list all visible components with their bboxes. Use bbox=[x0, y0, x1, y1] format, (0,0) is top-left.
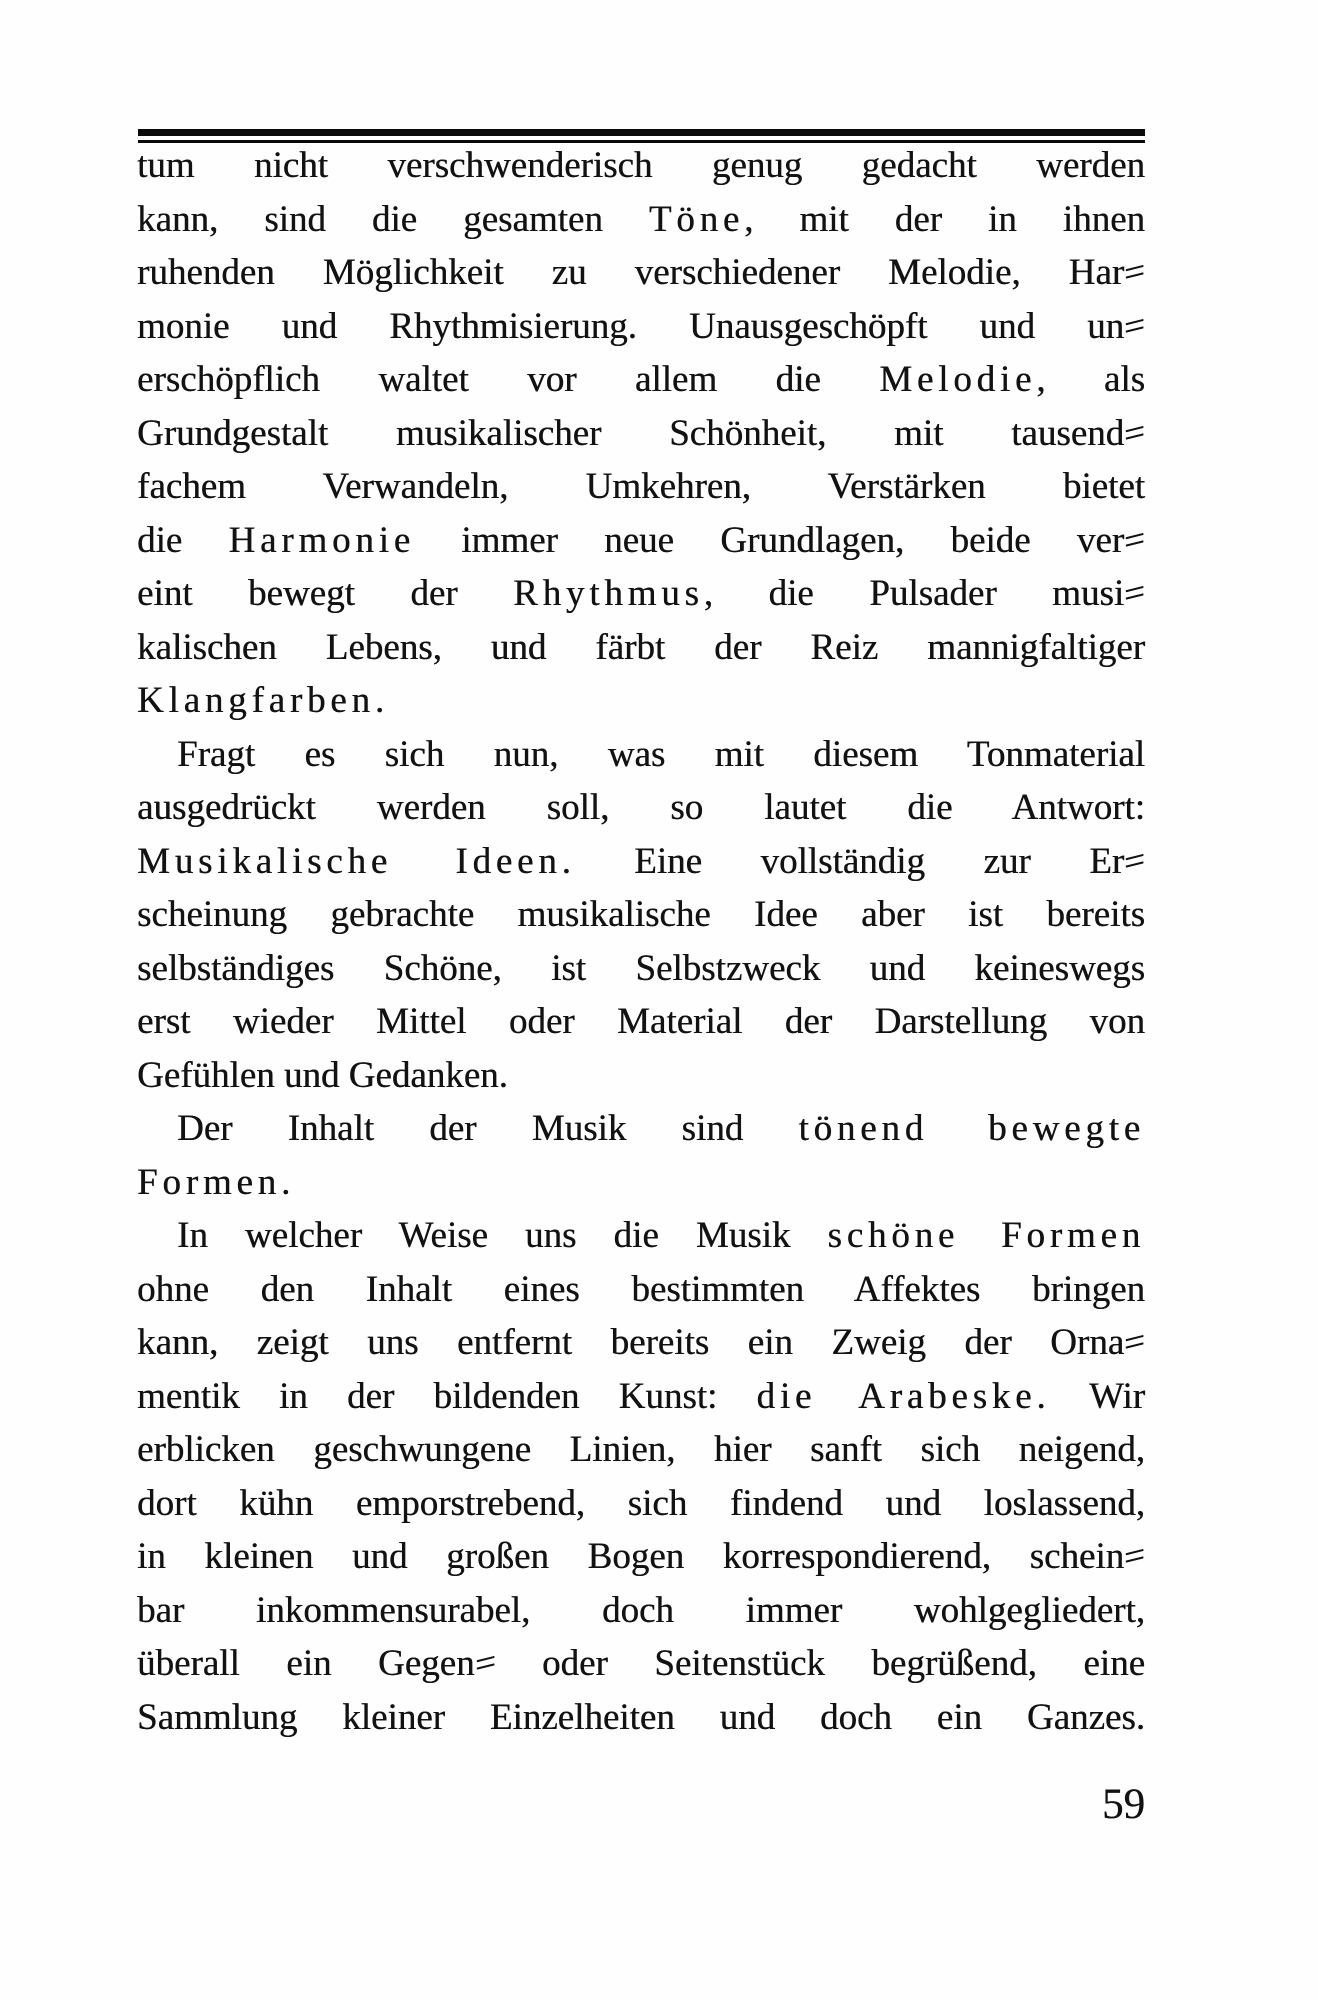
text-line bbox=[137, 460, 1145, 514]
text-segment: monie und Rhythmisierung. Unausgeschöpft und un= bbox=[137, 306, 1145, 347]
text-line bbox=[137, 1637, 1145, 1691]
text-segment: dort kühn emporstrebend, sich findend und loslassend, bbox=[137, 1482, 1145, 1524]
text-line bbox=[137, 300, 1145, 354]
text-segment: kalischen Lebens, und färbt der Reiz mannigfaltiger bbox=[137, 626, 1145, 668]
text-line bbox=[137, 1477, 1145, 1531]
text-block bbox=[137, 139, 1145, 1744]
text-segment: Sammlung kleiner Einzelheiten und doch ein Ganzes. bbox=[137, 1696, 1145, 1738]
text-line bbox=[137, 621, 1145, 675]
text-line bbox=[137, 1316, 1145, 1370]
double-oblique-hyphen: = bbox=[1124, 516, 1145, 564]
text-line bbox=[137, 139, 1145, 193]
text-segment: eint bewegt der bbox=[137, 573, 514, 614]
text-segment: Wir bbox=[1050, 1375, 1146, 1417]
text-segment: immer neue Grundlagen, beide ver= bbox=[415, 520, 1145, 561]
text-line bbox=[137, 1209, 1145, 1263]
text-segment: scheinung gebrachte musikalische Idee aber ist bereits bbox=[137, 894, 1145, 935]
text-segment: überall ein Gegen= oder Seitenstück begrüßend, eine bbox=[137, 1643, 1145, 1684]
text-line bbox=[137, 1370, 1145, 1424]
text-segment: fachem Verwandeln, Umkehren, Verstärken bietet bbox=[137, 466, 1145, 507]
text-segment: Der Inhalt der Musik sind bbox=[177, 1108, 799, 1149]
text-line bbox=[137, 514, 1145, 568]
text-line bbox=[137, 193, 1145, 247]
text-line bbox=[137, 728, 1145, 782]
emphasized-text: Musikalische Ideen. bbox=[137, 840, 576, 882]
text-line bbox=[137, 407, 1145, 461]
header-rule-thick-bar bbox=[138, 129, 1145, 136]
text-line bbox=[137, 888, 1145, 942]
text-line bbox=[137, 1423, 1145, 1477]
text-segment: Eine vollständig zur Er= bbox=[576, 841, 1145, 882]
text-segment: tum nicht verschwenderisch genug gedacht werden bbox=[137, 145, 1145, 186]
text-line bbox=[137, 781, 1145, 835]
text-segment: Grundgestalt musikalischer Schönheit, mit tausend= bbox=[137, 413, 1145, 454]
emphasized-text: Klangfarben. bbox=[137, 680, 389, 721]
double-oblique-hyphen: = bbox=[1124, 302, 1145, 350]
emphasized-text: Harmonie bbox=[228, 519, 415, 561]
text-line bbox=[137, 995, 1145, 1049]
text-line bbox=[137, 835, 1145, 889]
text-segment: , mit der in ihnen bbox=[744, 198, 1145, 240]
text-line bbox=[137, 1584, 1145, 1638]
text-line bbox=[137, 942, 1145, 996]
emphasized-text: schöne Formen bbox=[827, 1215, 1146, 1256]
text-segment: , die Pulsader musi= bbox=[704, 573, 1145, 614]
text-line bbox=[137, 674, 1145, 728]
text-segment: erschöpflich waltet vor allem die bbox=[137, 359, 880, 400]
emphasized-text: Rhythmus bbox=[513, 573, 704, 614]
double-oblique-hyphen: = bbox=[1124, 1319, 1145, 1366]
emphasized-text: die Arabeske. bbox=[756, 1375, 1051, 1417]
emphasized-text: tönend bewegte bbox=[798, 1108, 1145, 1149]
text-segment: selbständiges Schöne, ist Selbstzweck und keineswegs bbox=[137, 947, 1145, 989]
text-segment: bar inkommensurabel, doch immer wohlgegliedert, bbox=[137, 1589, 1145, 1631]
text-segment: Fragt es sich nun, was mit diesem Tonmaterial bbox=[177, 733, 1145, 775]
double-oblique-hyphen: = bbox=[1124, 409, 1145, 457]
emphasized-text: Formen. bbox=[137, 1161, 296, 1203]
text-segment: kann, zeigt uns entfernt bereits ein Zweig der Orna= bbox=[137, 1322, 1145, 1363]
text-line bbox=[137, 1049, 1145, 1103]
text-line bbox=[137, 1691, 1145, 1745]
text-line bbox=[137, 1102, 1145, 1156]
text-segment: , als bbox=[1036, 359, 1145, 400]
text-segment: die bbox=[137, 519, 229, 561]
text-segment: erst wieder Mittel oder Material der Darstellung von bbox=[137, 1001, 1145, 1042]
text-segment: ausgedrückt werden soll, so lautet die Antwort: bbox=[137, 787, 1145, 828]
text-line bbox=[137, 1263, 1145, 1317]
text-segment: ruhenden Möglichkeit zu verschiedener Melodie, Har= bbox=[137, 252, 1145, 293]
text-segment: erblicken geschwungene Linien, hier sanft sich neigend, bbox=[137, 1429, 1145, 1470]
emphasized-text: Töne bbox=[648, 198, 745, 240]
double-oblique-hyphen: = bbox=[1124, 1533, 1145, 1580]
text-line bbox=[137, 246, 1145, 300]
text-segment: In welcher Weise uns die Musik bbox=[177, 1215, 828, 1256]
page-number: 59 bbox=[1102, 1781, 1145, 1828]
double-oblique-hyphen: = bbox=[1124, 570, 1145, 617]
text-line bbox=[137, 1530, 1145, 1584]
text-segment: ohne den Inhalt eines bestimmten Affektes bringen bbox=[137, 1268, 1145, 1310]
text-segment: Gefühlen und Gedanken. bbox=[137, 1054, 508, 1096]
double-oblique-hyphen: = bbox=[1124, 837, 1146, 885]
text-segment: kann, sind die gesamten bbox=[137, 198, 649, 240]
text-segment: mentik in der bildenden Kunst: bbox=[137, 1375, 757, 1417]
text-line bbox=[137, 353, 1145, 407]
text-segment: in kleinen und großen Bogen korrespondierend, schein= bbox=[137, 1536, 1145, 1577]
text-line bbox=[137, 1156, 1145, 1210]
text-line bbox=[137, 567, 1145, 621]
double-oblique-hyphen: = bbox=[474, 1640, 496, 1687]
emphasized-text: Melodie bbox=[879, 359, 1037, 400]
double-oblique-hyphen: = bbox=[1124, 249, 1145, 296]
